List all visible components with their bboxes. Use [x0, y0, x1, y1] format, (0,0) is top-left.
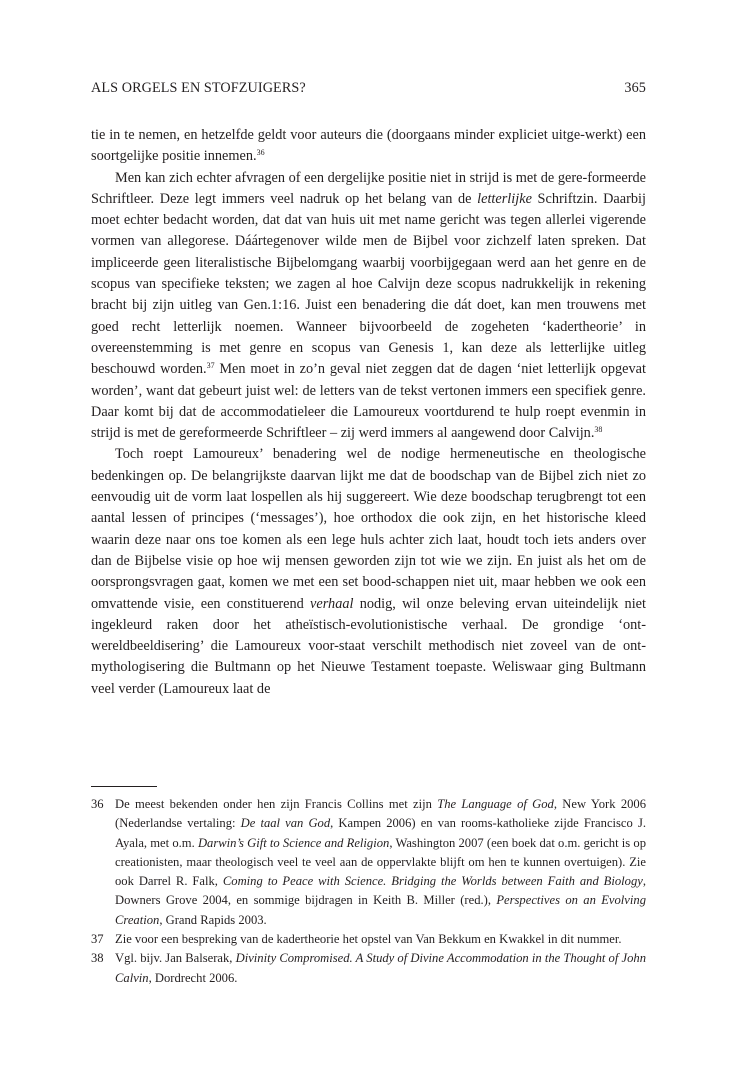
italic-text: Perspectives on an Evolving Creation	[115, 893, 646, 927]
footnote-number: 38	[91, 951, 104, 966]
italic-text: Darwin’s Gift to Science and Religion	[197, 835, 390, 850]
text-run: , Downers Grove 2004, en sommige bijdragen in Keith B. Miller (red.),	[115, 874, 647, 908]
text-run: , Grand Rapids 2003.	[159, 912, 267, 927]
footnote	[91, 949, 646, 988]
text-run: Schriftzin. Daarbij moet echter bedacht worden, dat dat van huis uit met name gericht was tegen allerlei vigerende vormen van allegorese. Dáártegenover wilde men de Bijbel voor zichzelf laten spreken. Dat impliceerde geen literalistische Bijbelomgang waarbij voorbijgegaan werd aan het genre en de scopus van specifieke teksten; we zagen al hoe Calvijn deze scopus nadrukkelijk in rekening bracht bij zijn uitleg van Gen.1:16. Juist een benadering die dát doet, kan men trouwens met goed recht letterlijk noemen. Wanneer bijvoorbeeld de zogeheten ‘kadertheorie’ in overeenstemming is met genre en scopus van Genesis 1, kan deze als letterlijke uitleg beschouwd worden.	[91, 190, 646, 378]
text-run: Zie voor een bespreking van de kadertheorie het opstel van Van Bekkum en Kwakkel in dit nummer.	[115, 932, 622, 947]
text-run: Men kan zich echter afvragen of een dergelijke positie niet in strijd is met de gere-formeerde Schriftleer. Deze legt immers veel nadruk op het belang van de	[91, 169, 646, 207]
text-run: nodig, wil onze beleving ervan uiteindelijk niet ingekleurd raken door het atheïstisch-evolutionistische verhaal. De grondige ‘ont-wereldbeeldisering’ die Lamoureux voor-staat verschilt methodisch niet zoveel van de ont-mythologisering die Bultmann op het Nieuwe Testament toepaste. Weliswaar ging Bultmann veel verder (Lamoureux laat de	[91, 595, 646, 697]
text-run: De meest bekenden onder hen zijn Francis Collins met zijn	[115, 797, 438, 811]
footnote-text	[115, 797, 646, 927]
running-header	[91, 80, 646, 100]
running-title: ALS ORGELS EN STOFZUIGERS?	[91, 80, 306, 96]
italic-text: The Language of God	[437, 797, 554, 811]
footnote-ref: 38	[594, 425, 603, 435]
text-run: , New York 2006 (Nederlandse vertaling:	[115, 797, 647, 831]
body-text	[91, 125, 646, 700]
footnote	[91, 930, 646, 949]
text-run: Toch roept Lamoureux’ benadering wel de nodige hermeneutische en theologische bedenkingen op. De belangrijkste daarvan lijkt me dat de boodschap van de Bijbel zich niet zo eenvoudig uit de vorm laat lospellen als hij suggereert. Wie deze boodschap terugbrengt tot een aantal lessen of principes (‘messages’), hoe orthodox die ook zijn, en het historische kleed waarin deze naar ons toe komen als een lege huls achter zich laat, houdt toch iets anders over dan de Bijbelse visie op hoe wij mensen geworden zijn tot wie we zijn. En juist als het om de oorsprongsvragen gaat, komen we met een set bood-schappen niet uit, maar hebben we ook een omvattende visie, een constituerend	[91, 446, 646, 612]
text-run: , Dordrecht 2006.	[148, 970, 238, 985]
footnote-ref: 37	[206, 361, 215, 371]
page-number: 365	[624, 80, 646, 96]
footnote-text	[115, 932, 622, 946]
text-run: tie in te nemen, en hetzelfde geldt voor auteurs die (doorgaans minder expliciet uitge-werkt) een soortgelijke positie innemen.	[91, 127, 646, 165]
text-run: Vgl. bijv. Jan Balserak,	[115, 951, 236, 966]
paragraph	[91, 125, 646, 168]
italic-text: De taal van God	[240, 816, 331, 831]
footnotes	[91, 795, 646, 988]
footnote-number: 36	[91, 797, 104, 811]
paragraph	[91, 444, 646, 700]
text-run: , Kampen 2006) en van rooms-katholieke zijde Francisco J. Ayala, met o.m.	[115, 816, 646, 850]
paragraph	[91, 168, 646, 445]
italic-text: Coming to Peace with Science. Bridging the Worlds between Faith and Biology	[222, 874, 643, 889]
footnote-ref: 36	[256, 148, 265, 158]
italic-text: letterlijke	[477, 190, 532, 207]
italic-text: verhaal	[310, 595, 354, 612]
footnote	[91, 795, 646, 930]
text-run: , Washington 2007 (een boek dat o.m. gericht is op creationisten, maar theologisch veel te veel aan de oppervlakte blijft om hen te kunnen overtuigen). Zie ook Darrel R. Falk,	[115, 835, 646, 889]
footnote-number: 37	[91, 932, 104, 947]
footnote-separator	[91, 786, 157, 787]
footnote-text	[115, 951, 646, 984]
italic-text: Divinity Compromised. A Study of Divine Accommodation in the Thought of John Calvin	[115, 951, 646, 985]
text-run: Men moet in zo’n geval niet zeggen dat de dagen ‘niet letterlijk opgevat worden’, want dat gebeurt juist wel: de letters van de tekst vertonen immers een specifiek genre. Daar komt bij dat de accommodatieleer die Lamoureux voortdurend te hulp roept evenmin in strijd is met de gereformeerde Schriftleer – zij werd immers al aangewend door Calvijn.	[91, 361, 646, 442]
